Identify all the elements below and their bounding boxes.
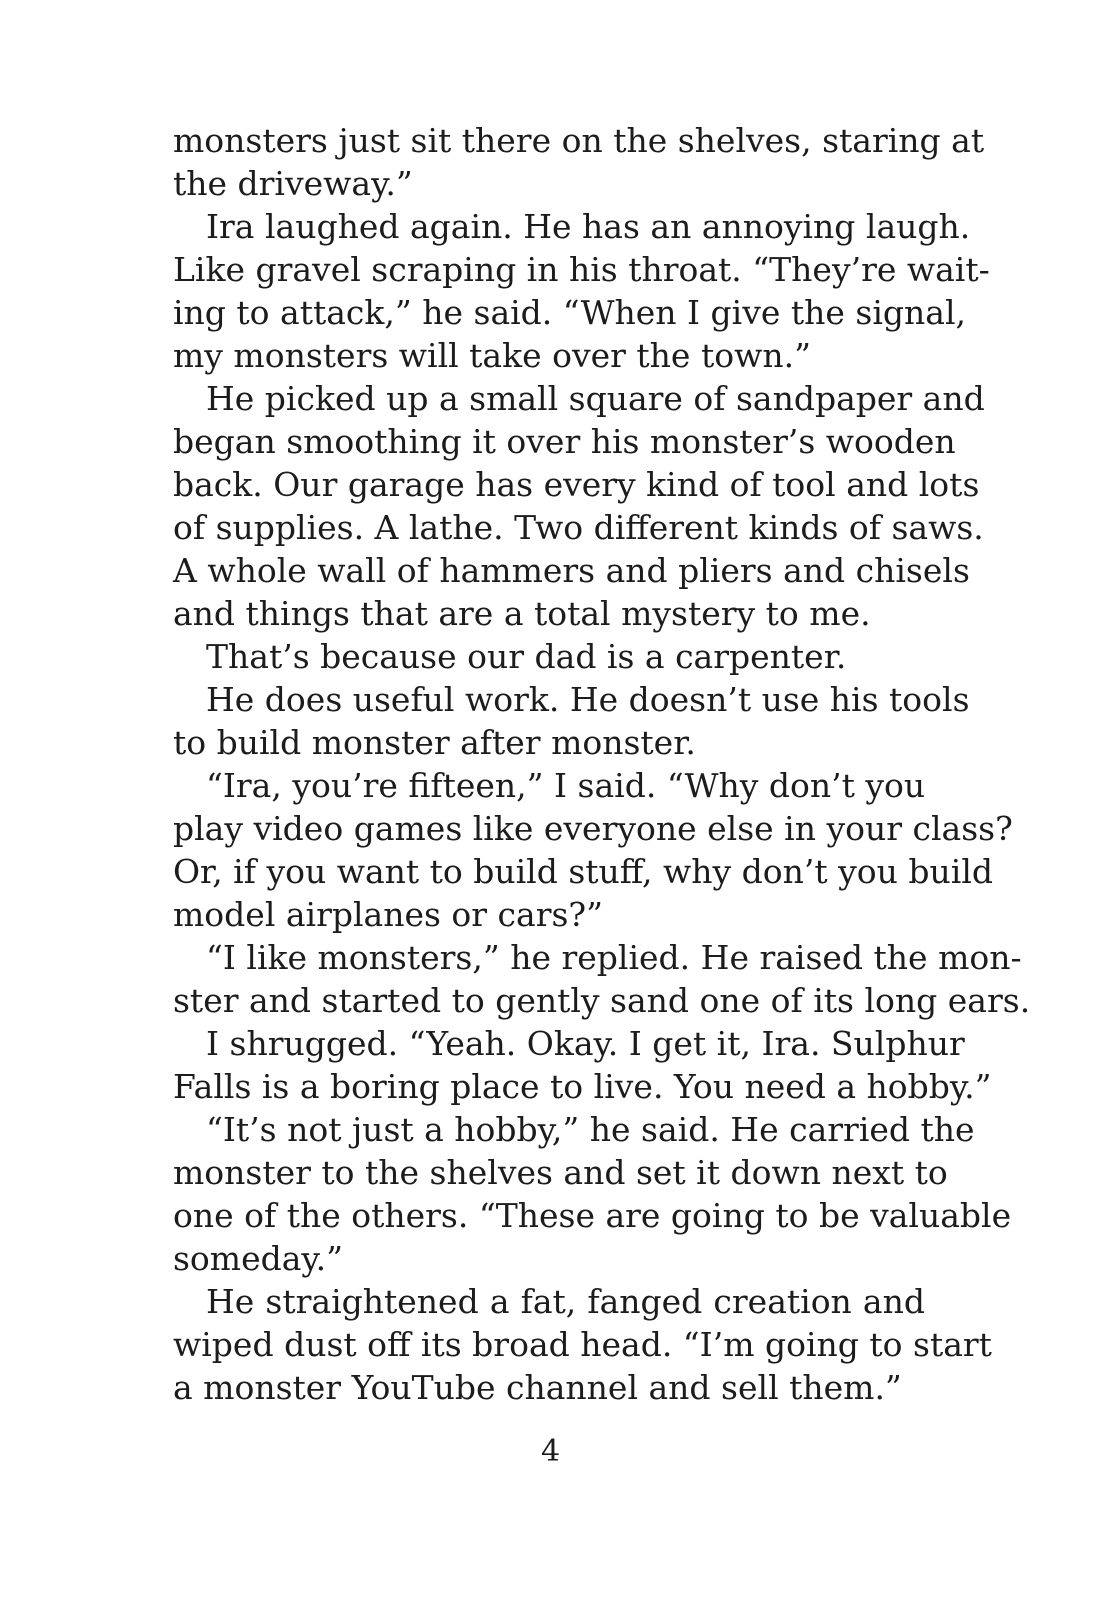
body-text	[173, 119, 1031, 1409]
text-line: Ira laughed again. He has an annoying laugh.	[206, 207, 971, 246]
text-line: wiped dust off its broad head. “I’m going to start	[173, 1325, 992, 1364]
text-line: Or, if you want to build stuff, why don’t you build	[173, 852, 994, 891]
text-line: Like gravel scraping in his throat. “They’re wait-	[173, 250, 990, 289]
text-line: the driveway.”	[173, 164, 413, 203]
text-line: one of the others. “These are going to be valuable	[173, 1196, 1012, 1235]
text-line: to build monster after monster.	[173, 723, 696, 762]
text-line: my monsters will take over the town.”	[173, 336, 811, 375]
text-line: and things that are a total mystery to me.	[173, 594, 871, 633]
text-line: of supplies. A lathe. Two different kinds of saws.	[173, 508, 984, 547]
text-line: monsters just sit there on the shelves, staring at	[173, 121, 985, 160]
text-line: “Ira, you’re fifteen,” I said. “Why don’t you	[206, 766, 926, 805]
text-line: He straightened a fat, fanged creation and	[206, 1282, 925, 1321]
text-line: He does useful work. He doesn’t use his tools	[206, 680, 970, 719]
text-line: monster to the shelves and set it down next to	[173, 1153, 948, 1192]
text-line: “It’s not just a hobby,” he said. He carried the	[206, 1110, 975, 1149]
text-line: model airplanes or cars?”	[173, 895, 603, 934]
text-line: someday.”	[173, 1239, 344, 1278]
text-line: I shrugged. “Yeah. Okay. I get it, Ira. Sulphur	[206, 1024, 965, 1063]
text-line: “I like monsters,” he replied. He raised the mon-	[206, 938, 1022, 977]
text-line: play video games like everyone else in your class?	[173, 809, 1013, 848]
page-number: 4	[540, 1434, 561, 1469]
text-line: That’s because our dad is a carpenter.	[206, 637, 847, 676]
text-line: ster and started to gently sand one of its long ears.	[173, 981, 1031, 1020]
text-line: He picked up a small square of sandpaper and	[206, 379, 985, 418]
text-line: Falls is a boring place to live. You need a hobby.”	[173, 1067, 992, 1106]
text-line: back. Our garage has every kind of tool and lots	[173, 465, 980, 504]
text-line: began smoothing it over his monster’s wooden	[173, 422, 956, 461]
text-line: ing to attack,” he said. “When I give the signal,	[173, 293, 966, 332]
text-line: a monster YouTube channel and sell them.”	[173, 1368, 902, 1407]
text-line: A whole wall of hammers and pliers and chisels	[173, 551, 970, 590]
